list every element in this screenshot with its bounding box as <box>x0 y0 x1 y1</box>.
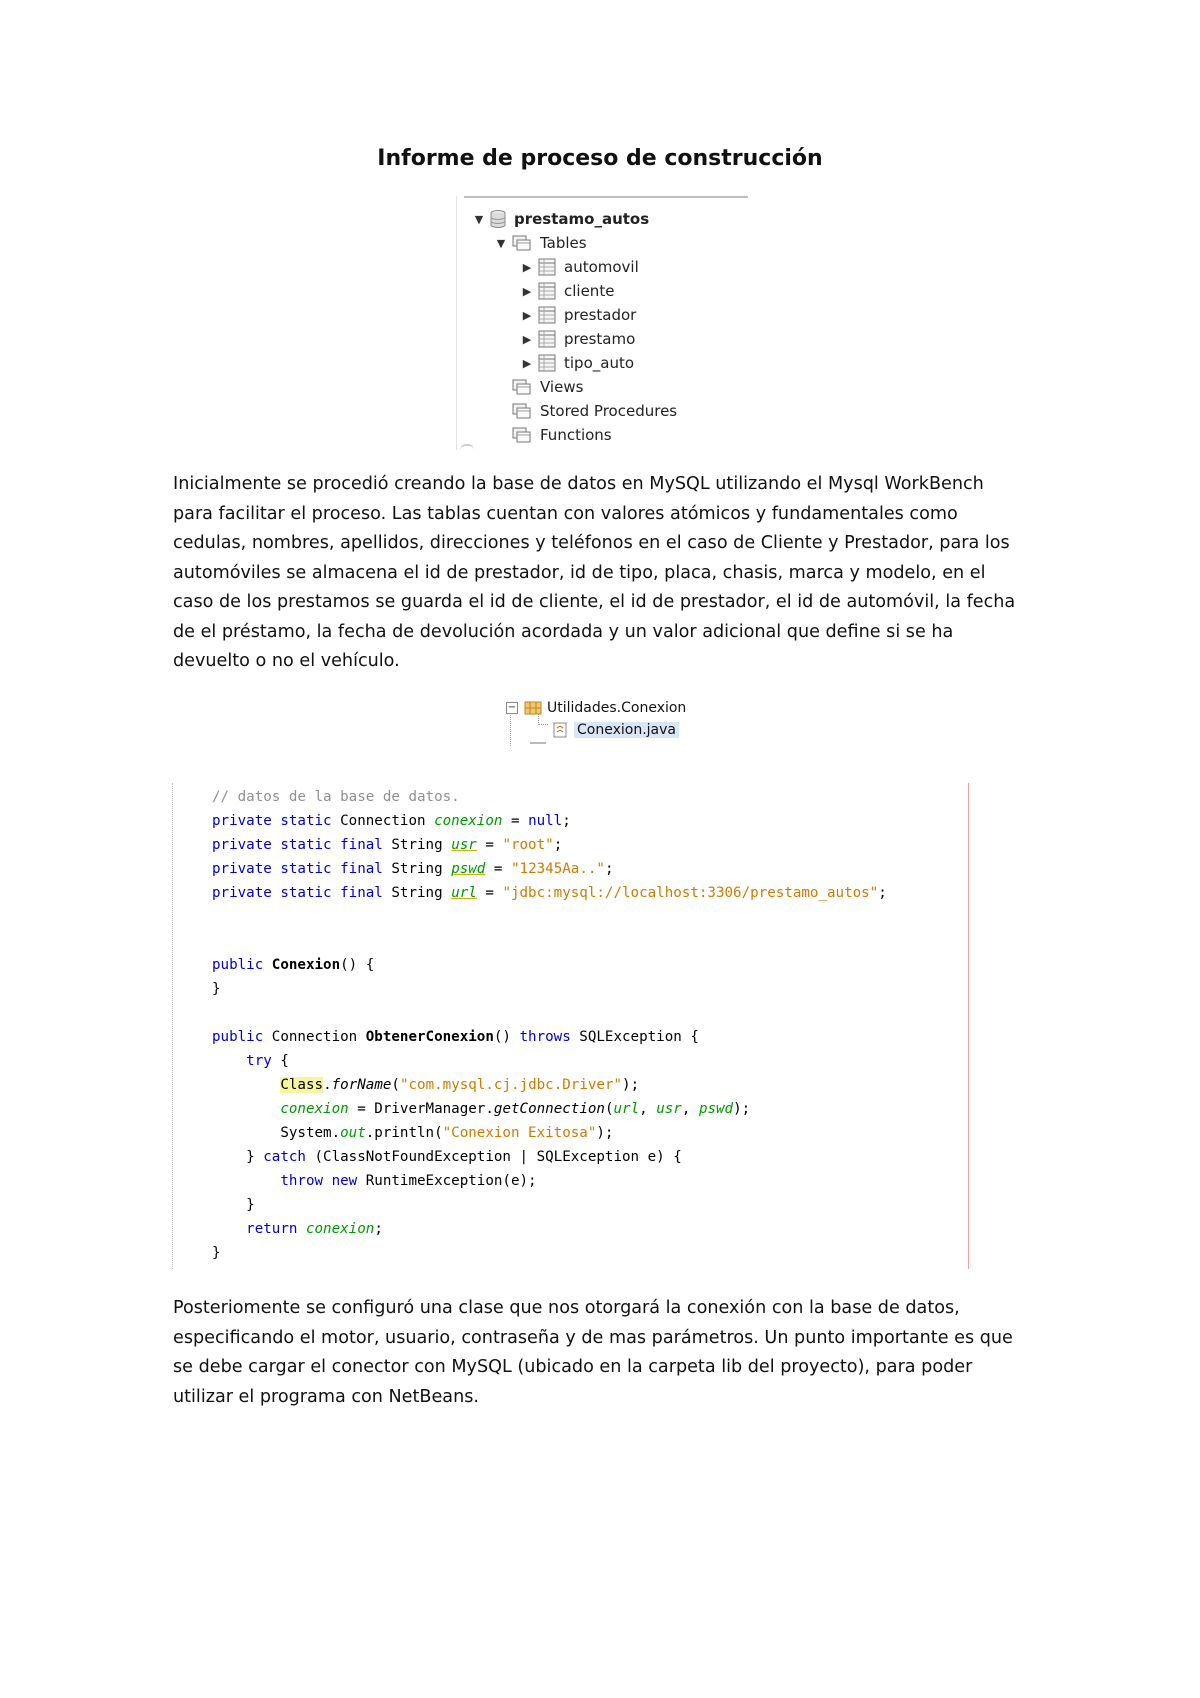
table-icon <box>538 306 556 324</box>
file-name: Conexion.java <box>574 722 679 738</box>
folder-icon <box>512 379 532 395</box>
database-icon <box>490 210 506 228</box>
paragraph-line: para facilitar el proceso. Las tablas cuentan con valores atómicos y fundamentales como <box>173 503 958 524</box>
package-name: Utilidades.Conexion <box>547 700 687 716</box>
table-name: prestamo <box>564 330 636 348</box>
code-line: private static final String usr = "root"; <box>212 837 563 853</box>
table-icon <box>538 354 556 372</box>
code-line: private static Connection conexion = null; <box>212 813 571 829</box>
expand-right-icon[interactable]: ▶ <box>522 260 532 274</box>
code-line: return conexion; <box>246 1221 383 1237</box>
paragraph-intro <box>173 470 1053 677</box>
code-line <box>212 789 460 813</box>
collapse-icon[interactable]: − <box>507 702 517 713</box>
paragraph-line: caso de los prestamos se guarda el id de cliente, el id de prestador, el id de automóvil, la fecha <box>173 592 1016 612</box>
package-tree <box>506 694 706 746</box>
tables-label: Tables <box>540 234 587 252</box>
code-string: "com.mysql.cj.jdbc.Driver" <box>399 1077 623 1093</box>
views-node[interactable] <box>512 376 583 398</box>
table-node[interactable] <box>520 256 639 278</box>
divider <box>460 444 474 450</box>
code-line: public Conexion() { <box>212 957 375 973</box>
expand-down-icon[interactable]: ▼ <box>496 236 506 250</box>
table-name: cliente <box>564 282 615 300</box>
code-line: public Connection ObtenerConexion() throws SQLException { <box>212 1029 699 1045</box>
editor-margin-line <box>968 783 969 1269</box>
table-name: prestador <box>564 306 637 324</box>
code-line: private static final String pswd = "12345Aa.."; <box>212 861 614 877</box>
code-line: private static final String url = "jdbc:mysql://localhost:3306/prestamo_autos"; <box>212 885 887 901</box>
expand-right-icon[interactable]: ▶ <box>522 308 532 322</box>
stored-procedures-node[interactable] <box>512 400 677 422</box>
functions-node[interactable] <box>512 424 612 446</box>
table-node[interactable] <box>520 280 614 302</box>
code-line: throw new RuntimeException(e); <box>280 1173 537 1189</box>
paragraph-line: se debe cargar el conector con MySQL (ubicado en la carpeta lib del proyecto), para poder <box>173 1357 973 1377</box>
file-node[interactable] <box>552 720 679 740</box>
paragraph-line: cedulas, nombres, apellidos, direcciones y teléfonos en el caso de Cliente y Prestador, para los <box>173 533 1010 553</box>
code-string: "root" <box>502 837 554 853</box>
tree-guide <box>538 724 548 725</box>
code-line: } catch (ClassNotFoundException | SQLException e) { <box>212 1149 682 1165</box>
code-line: } <box>212 981 221 997</box>
code-string: "12345Aa.." <box>510 861 605 877</box>
code-string: "Conexion Exitosa" <box>442 1125 597 1141</box>
folder-icon <box>512 427 532 443</box>
code-editor <box>172 783 972 1269</box>
tables-node[interactable] <box>494 232 587 254</box>
expand-right-icon[interactable]: ▶ <box>522 332 532 346</box>
table-name: tipo_auto <box>564 354 635 372</box>
folder-label: Views <box>540 378 584 396</box>
folder-label: Stored Procedures <box>540 402 678 420</box>
table-icon <box>538 330 556 348</box>
paragraph-line: devuelto o no el vehículo. <box>173 651 400 671</box>
schema-node[interactable] <box>472 208 649 230</box>
code-line: } <box>212 1245 221 1261</box>
table-node[interactable] <box>520 304 636 326</box>
code-comment: // datos de la base de datos. <box>212 789 460 805</box>
java-file-icon <box>552 722 568 738</box>
code-line: try { <box>246 1053 289 1069</box>
code-line: System.out.println("Conexion Exitosa"); <box>212 1125 614 1141</box>
paragraph-line: Posteriomente se configuró una clase que nos otorgará la conexión con la base de datos, <box>173 1298 960 1318</box>
paragraph-line: de el préstamo, la fecha de devolución acordada y un valor adicional que define si se ha <box>173 621 954 642</box>
paragraph-line: Inicialmente se procedió creando la base de datos en MySQL utilizando el Mysql WorkBench <box>173 474 984 494</box>
schema-name: prestamo_autos <box>514 210 650 228</box>
paragraph-line: especificando el motor, usuario, contraseña y de mas parámetros. Un punto importante es que <box>173 1327 1013 1348</box>
divider <box>530 742 546 744</box>
package-node[interactable] <box>506 698 686 718</box>
schema-tree <box>456 194 748 450</box>
package-icon <box>524 700 542 716</box>
folder-label: Functions <box>540 426 612 444</box>
expand-right-icon[interactable]: ▶ <box>522 284 532 298</box>
paragraph-line: automóviles se almacena el id de prestador, id de tipo, placa, chasis, marca y modelo, en el <box>173 562 986 583</box>
code-string: "jdbc:mysql://localhost:3306/prestamo_autos" <box>502 885 879 901</box>
divider <box>464 196 748 198</box>
expand-down-icon[interactable]: ▼ <box>474 212 484 226</box>
expand-right-icon[interactable]: ▶ <box>522 356 532 370</box>
code-line: conexion = DriverManager.getConnection(url, usr, pswd); <box>280 1101 751 1117</box>
folder-icon <box>512 235 532 251</box>
table-name: automovil <box>564 258 639 276</box>
table-node[interactable] <box>520 328 635 350</box>
code-line: Class.forName("com.mysql.cj.jdbc.Driver"); <box>280 1077 640 1093</box>
paragraph-line: utilizar el programa con NetBeans. <box>173 1386 479 1407</box>
document-title: Informe de proceso de construcción <box>377 146 823 171</box>
paragraph-connection <box>173 1294 1053 1412</box>
table-icon <box>538 282 556 300</box>
code-line: } <box>212 1197 255 1213</box>
table-node[interactable] <box>520 352 634 374</box>
divider <box>456 196 457 450</box>
folder-icon <box>512 403 532 419</box>
editor-gutter <box>172 783 173 1269</box>
table-icon <box>538 258 556 276</box>
